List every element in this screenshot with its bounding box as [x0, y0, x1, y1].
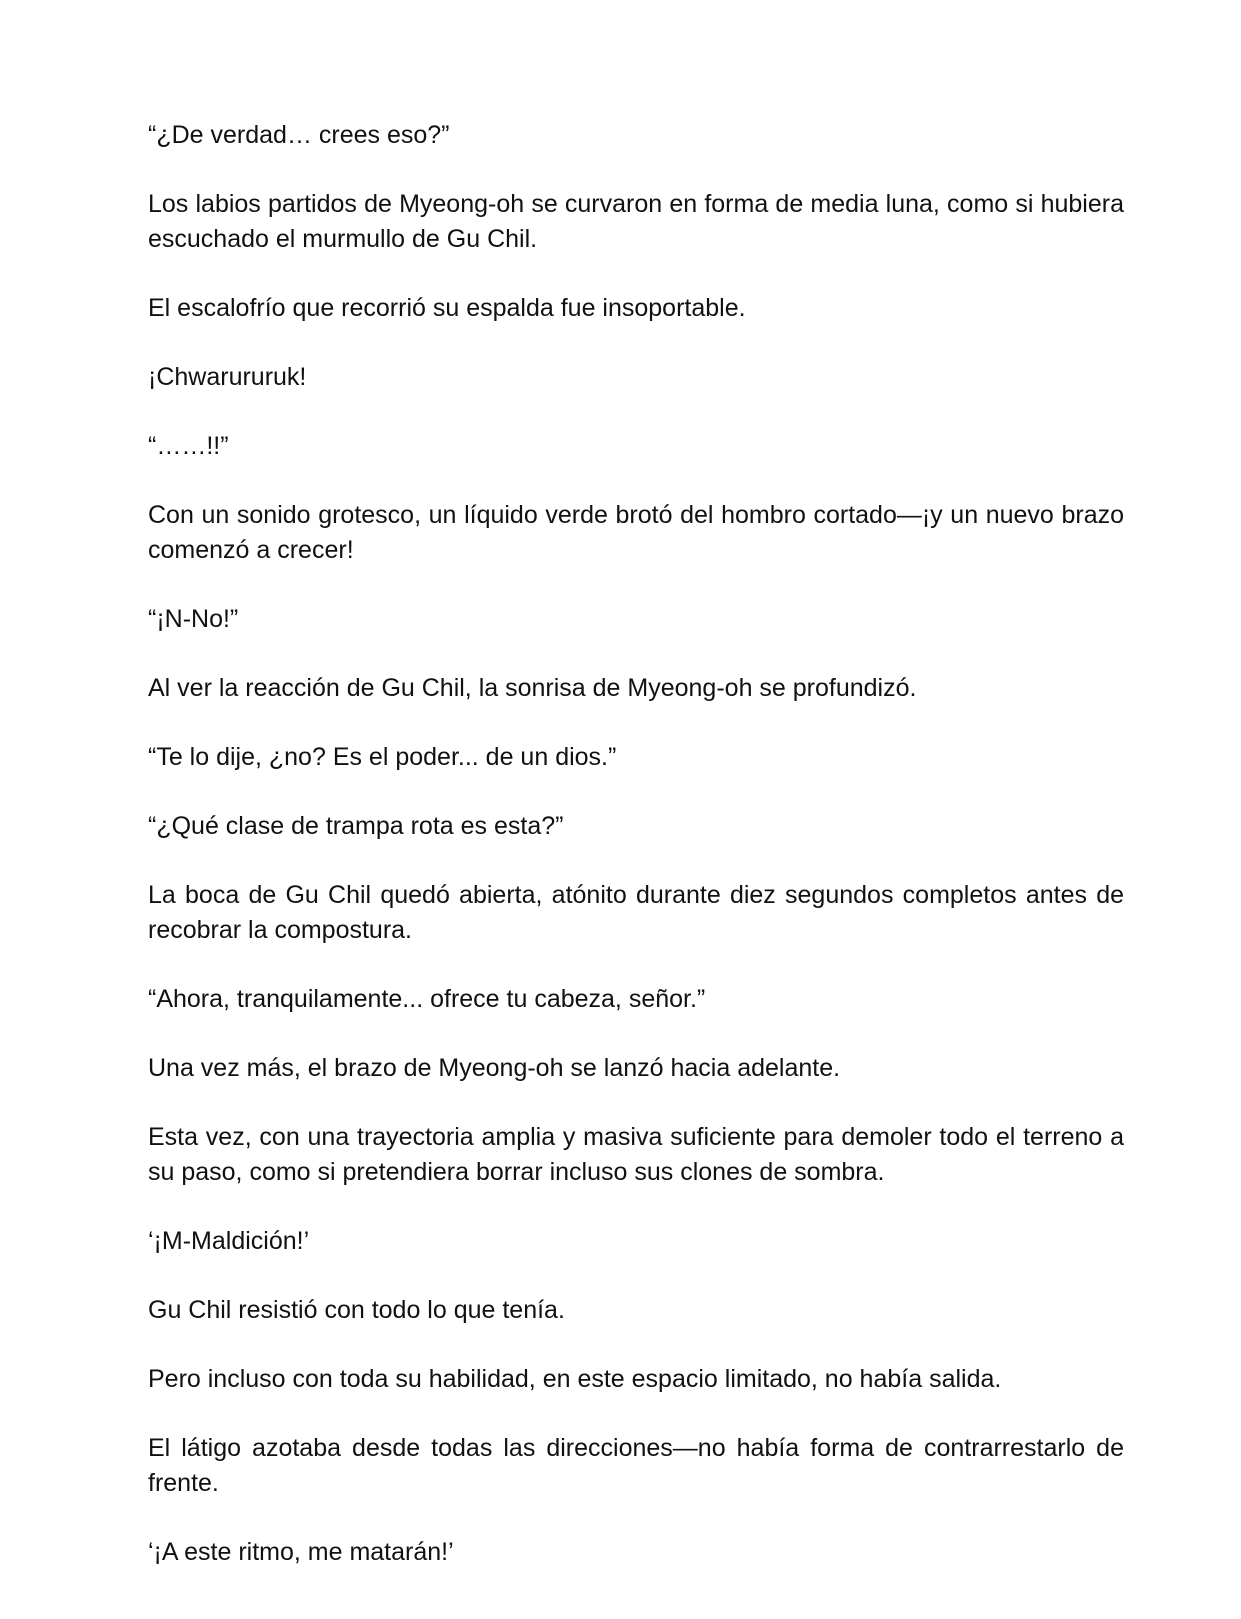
paragraph: El látigo azotaba desde todas las direcciones—no había forma de contrarrestarlo de frente.: [148, 1434, 1124, 1497]
paragraph: ‘¡M-Maldición!’: [148, 1227, 310, 1255]
paragraph: “Te lo dije, ¿no? Es el poder... de un dios.”: [148, 743, 617, 771]
paragraph: Pero incluso con toda su habilidad, en este espacio limitado, no había salida.: [148, 1365, 1002, 1393]
paragraph: Una vez más, el brazo de Myeong-oh se lanzó hacia adelante.: [148, 1054, 841, 1082]
paragraph: Los labios partidos de Myeong-oh se curvaron en forma de media luna, como si hubiera escuchado el murmullo de Gu Chil.: [148, 190, 1124, 253]
paragraph: “……!!”: [148, 432, 229, 460]
paragraph: La boca de Gu Chil quedó abierta, atónito durante diez segundos completos antes de recobrar la compostura.: [148, 881, 1124, 944]
document-body: [148, 118, 1124, 1604]
paragraph: “¿De verdad… crees eso?”: [148, 121, 450, 149]
paragraph: “Ahora, tranquilamente... ofrece tu cabeza, señor.”: [148, 985, 706, 1013]
paragraph: ‘¡A este ritmo, me matarán!’: [148, 1538, 454, 1566]
paragraph: Gu Chil resistió con todo lo que tenía.: [148, 1296, 565, 1324]
paragraph: ¡Chwarururuk!: [148, 363, 307, 391]
paragraph: Al ver la reacción de Gu Chil, la sonrisa de Myeong-oh se profundizó.: [148, 674, 917, 702]
paragraph: Con un sonido grotesco, un líquido verde brotó del hombro cortado—¡y un nuevo brazo comenzó a crecer!: [148, 501, 1124, 564]
paragraph: “¡N-No!”: [148, 605, 239, 633]
paragraph: Esta vez, con una trayectoria amplia y masiva suficiente para demoler todo el terreno a su paso, como si pretendiera borrar incluso sus clones de sombra.: [148, 1123, 1124, 1186]
paragraph: El escalofrío que recorrió su espalda fue insoportable.: [148, 294, 746, 322]
paragraph: “¿Qué clase de trampa rota es esta?”: [148, 812, 564, 840]
